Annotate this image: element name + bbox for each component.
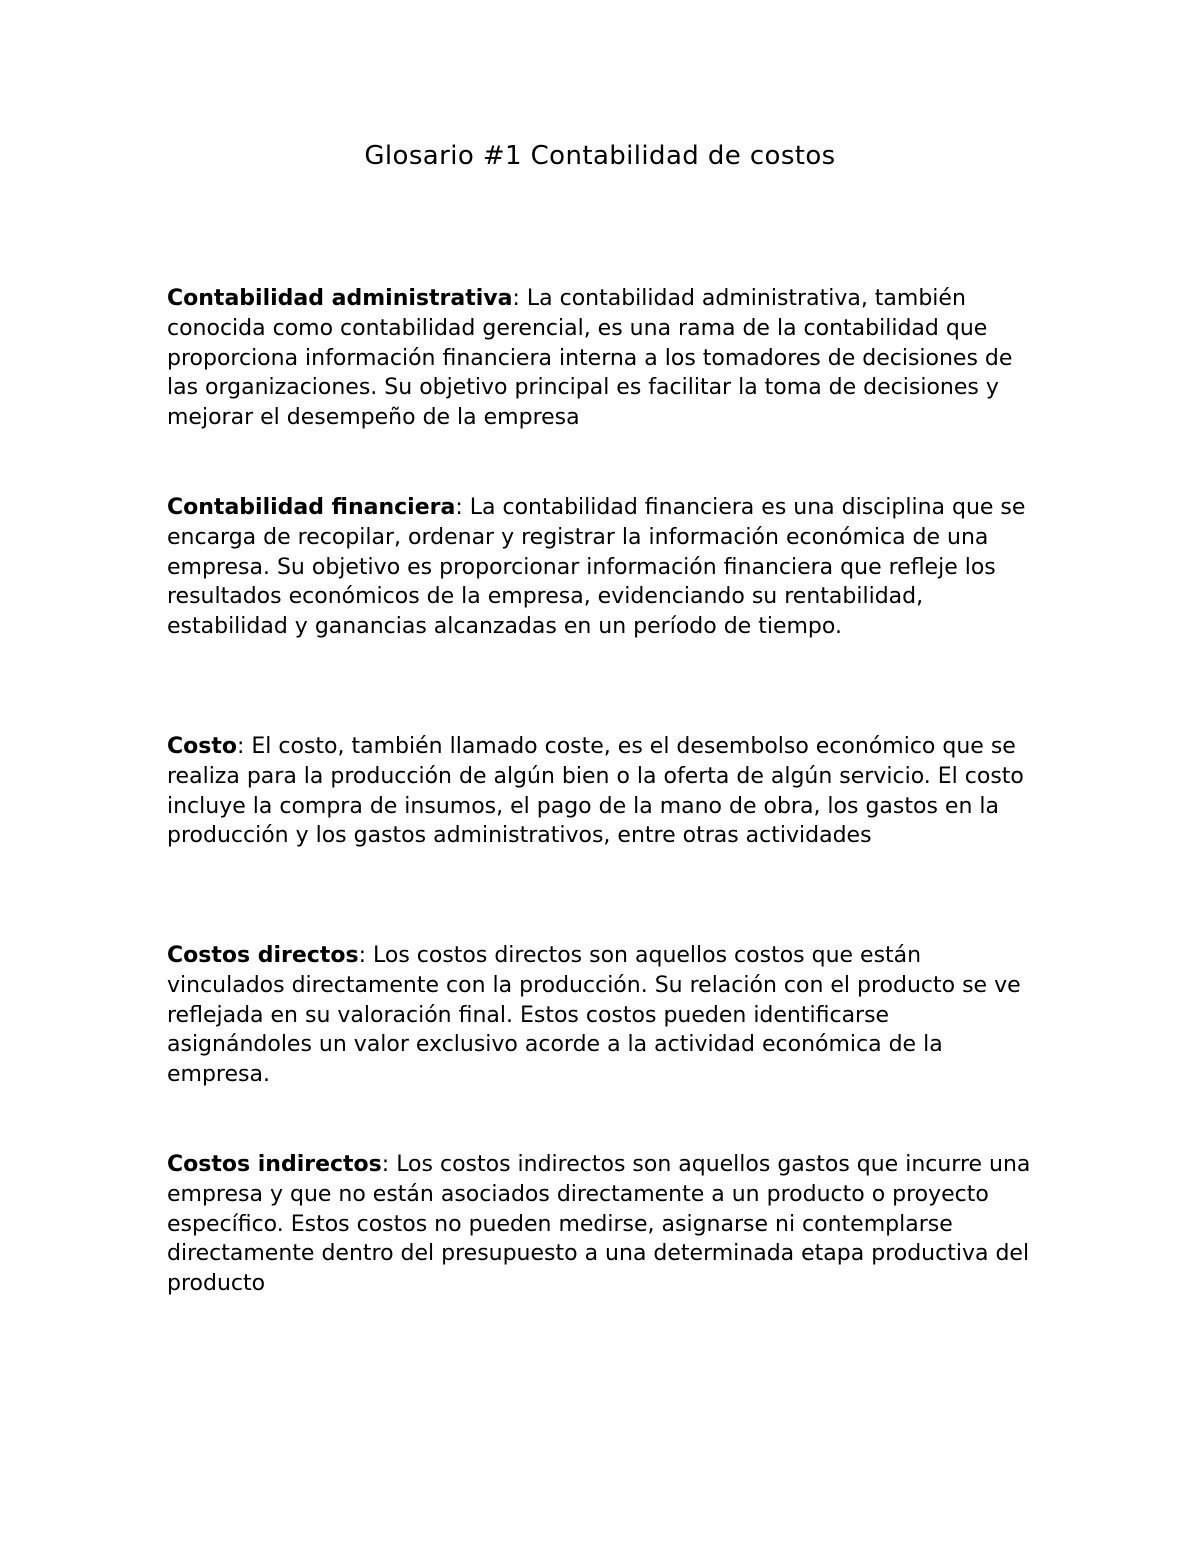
glossary-entry <box>167 941 1037 1090</box>
glossary-term: Contabilidad administrativa <box>167 286 513 311</box>
glossary-entry <box>167 1150 1037 1299</box>
glossary-definition: Los costos indirectos son aquellos gastos que incurre una empresa y que no están asociados directamente a un producto o proyecto específico. Estos costos no pueden medirse, asignarse ni contemplarse directamente dentro del presupuesto a una determinada etapa productiva del producto <box>167 1152 1031 1297</box>
glossary-entry <box>167 493 1037 642</box>
glossary-definition: La contabilidad administrativa, también conocida como contabilidad gerencial, es una rama de la contabilidad que proporciona información financiera interna a los tomadores de decisiones de las organizaciones. Su objetivo principal es facilitar la toma de decisiones y mejorar el desempeño de la empresa <box>167 286 1013 431</box>
term-separator: : <box>381 1152 397 1177</box>
term-separator: : <box>512 286 527 311</box>
glossary-entry <box>167 284 1037 433</box>
term-separator: : <box>455 495 470 520</box>
glossary-term: Contabilidad financiera <box>167 495 456 520</box>
term-separator: : <box>237 734 252 759</box>
glossary-term: Costos indirectos <box>167 1152 382 1177</box>
glossary-definition: Los costos directos son aquellos costos que están vinculados directamente con la producción. Su relación con el producto se ve reflejada en su valoración final. Estos costos pueden identificarse asignándoles un valor exclusivo acorde a la actividad económica de la empresa. <box>167 943 1021 1088</box>
glossary-term: Costo <box>167 734 237 759</box>
glossary-definition: El costo, también llamado coste, es el desembolso económico que se realiza para la producción de algún bien o la oferta de algún servicio. El costo incluye la compra de insumos, el pago de la mano de obra, los gastos en la producción y los gastos administrativos, entre otras actividades <box>167 734 1024 849</box>
glossary-term: Costos directos <box>167 943 359 968</box>
glossary-definition: La contabilidad financiera es una disciplina que se encarga de recopilar, ordenar y registrar la información económica de una empresa. Su objetivo es proporcionar información financiera que refleje los resultados económicos de la empresa, evidenciando su rentabilidad, estabilidad y ganancias alcanzadas en un período de tiempo. <box>167 495 1026 640</box>
document-title: Glosario #1 Contabilidad de costos <box>364 141 836 171</box>
term-separator: : <box>358 943 373 968</box>
glossary-entry <box>167 732 1037 851</box>
